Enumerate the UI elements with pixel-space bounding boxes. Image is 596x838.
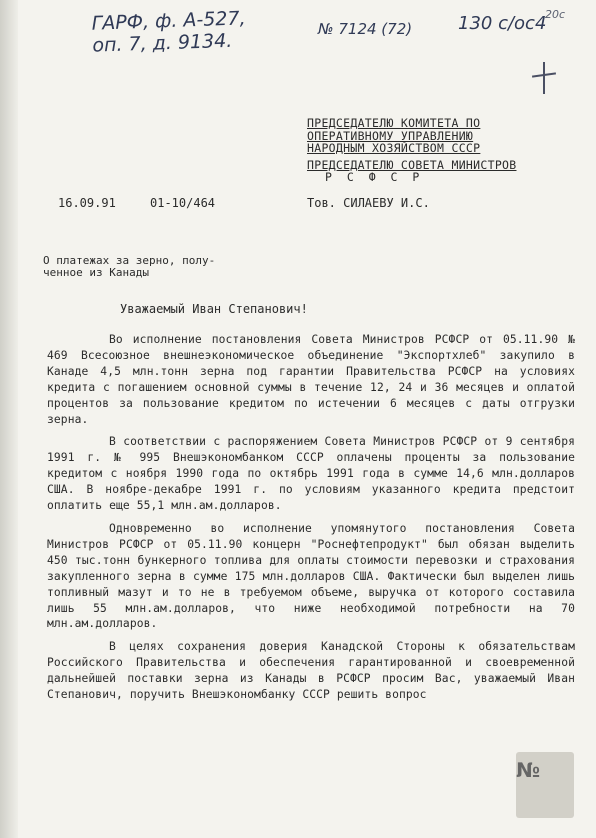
addressee-line-2: ОПЕРАТИВНОМУ УПРАВЛЕНИЮ [307, 128, 474, 143]
paragraph-3: Одновременно во исполнение упомянутого постановления Совета Министров РСФСР от 05.11.90 концерн "Роснефтепродукт" был обязан выделить 450 тыс.тонн бункерного топлива для оплаты стоимости перевозки и страхования закупленного зерна в сумме 175 млн.долларов США. Фактически был выделен лишь топливный мазут и то не в требуемом объеме, выручка от которого составила лишь 55 млн.ам.долларов, что ниже необходимой потребности на 70 млн.ам.долларов. [47, 521, 575, 631]
addressee-line-5: Р С Ф С Р [325, 170, 424, 184]
salutation: Уважаемый Иван Степанович! [120, 302, 308, 316]
addressee-line-4: ПРЕДСЕДАТЕЛЮ СОВЕТА МИНИСТРОВ [307, 157, 517, 172]
archive-reference-handwritten [91, 7, 246, 56]
paragraph-4: В целях сохранения доверия Канадской Стороны к обязательствам Российского Правительства и обеспечения гарантированной и своевременной дальнейшей поставки зерна из Канады в РСФСР просим Вас, уважаемый Иван Степанович, поручить Внешэкономбанку СССР решить вопрос [47, 640, 575, 702]
addressee-block [307, 117, 516, 184]
letter-body [47, 332, 575, 710]
registration-number-handwritten: № 7124 (72) [318, 20, 413, 38]
subject-line-2: ченное из Канады [43, 266, 149, 279]
cross-mark-icon [532, 62, 556, 94]
document-number: 01-10/464 [150, 196, 216, 210]
document-date: 16.09.91 [58, 196, 116, 210]
page-mark-handwritten: 130 с/ос4 [458, 13, 547, 34]
paragraph-1: Во исполнение постановления Совета Министров РСФСР от 05.11.90 № 469 Всесоюзное внешнеэкономическое объединение "Экспортхлеб" закупило в Канаде 4,5 млн.тонн зерна под гарантии Правительства РСФСР на условиях кредита с погашением основной суммы в течение 12, 24 и 36 месяцев и оплатой процентов за пользование кредитом по истечении 6 месяцев с даты отгрузки зерна. [47, 333, 575, 426]
archive-line-1: ГАРФ, ф. А-527, [91, 7, 246, 35]
recipient-name: Тов. СИЛАЕВУ И.С. [307, 196, 430, 210]
page-binding-shadow [0, 0, 18, 838]
small-handwritten-note: 20с [545, 8, 566, 21]
paragraph-2: В соответствии с распоряжением Совета Министров РСФСР от 9 сентября 1991 г. № 995 Внешэкономбанком СССР оплачены проценты за пользование кредитом с ноября 1990 года по октябрь 1991 года в сумме 14,6 млн.долларов США. В ноябре-декабре 1991 г. по условиям указанного кредита предстоит оплатить еще 55,1 млн.ам.долларов. [47, 435, 575, 513]
subject-line [43, 255, 215, 279]
subject-line-1: О платежах за зерно, полу- [43, 254, 216, 267]
addressee-committee [307, 117, 516, 155]
addressee-line-1: ПРЕДСЕДАТЕЛЮ КОМИТЕТА ПО [307, 116, 481, 130]
archive-line-2: оп. 7, д. 9134. [92, 29, 233, 57]
stamp-number-sign: № [516, 758, 541, 782]
addressee-line-3: НАРОДНЫМ ХОЗЯЙСТВОМ СССР [307, 141, 481, 155]
